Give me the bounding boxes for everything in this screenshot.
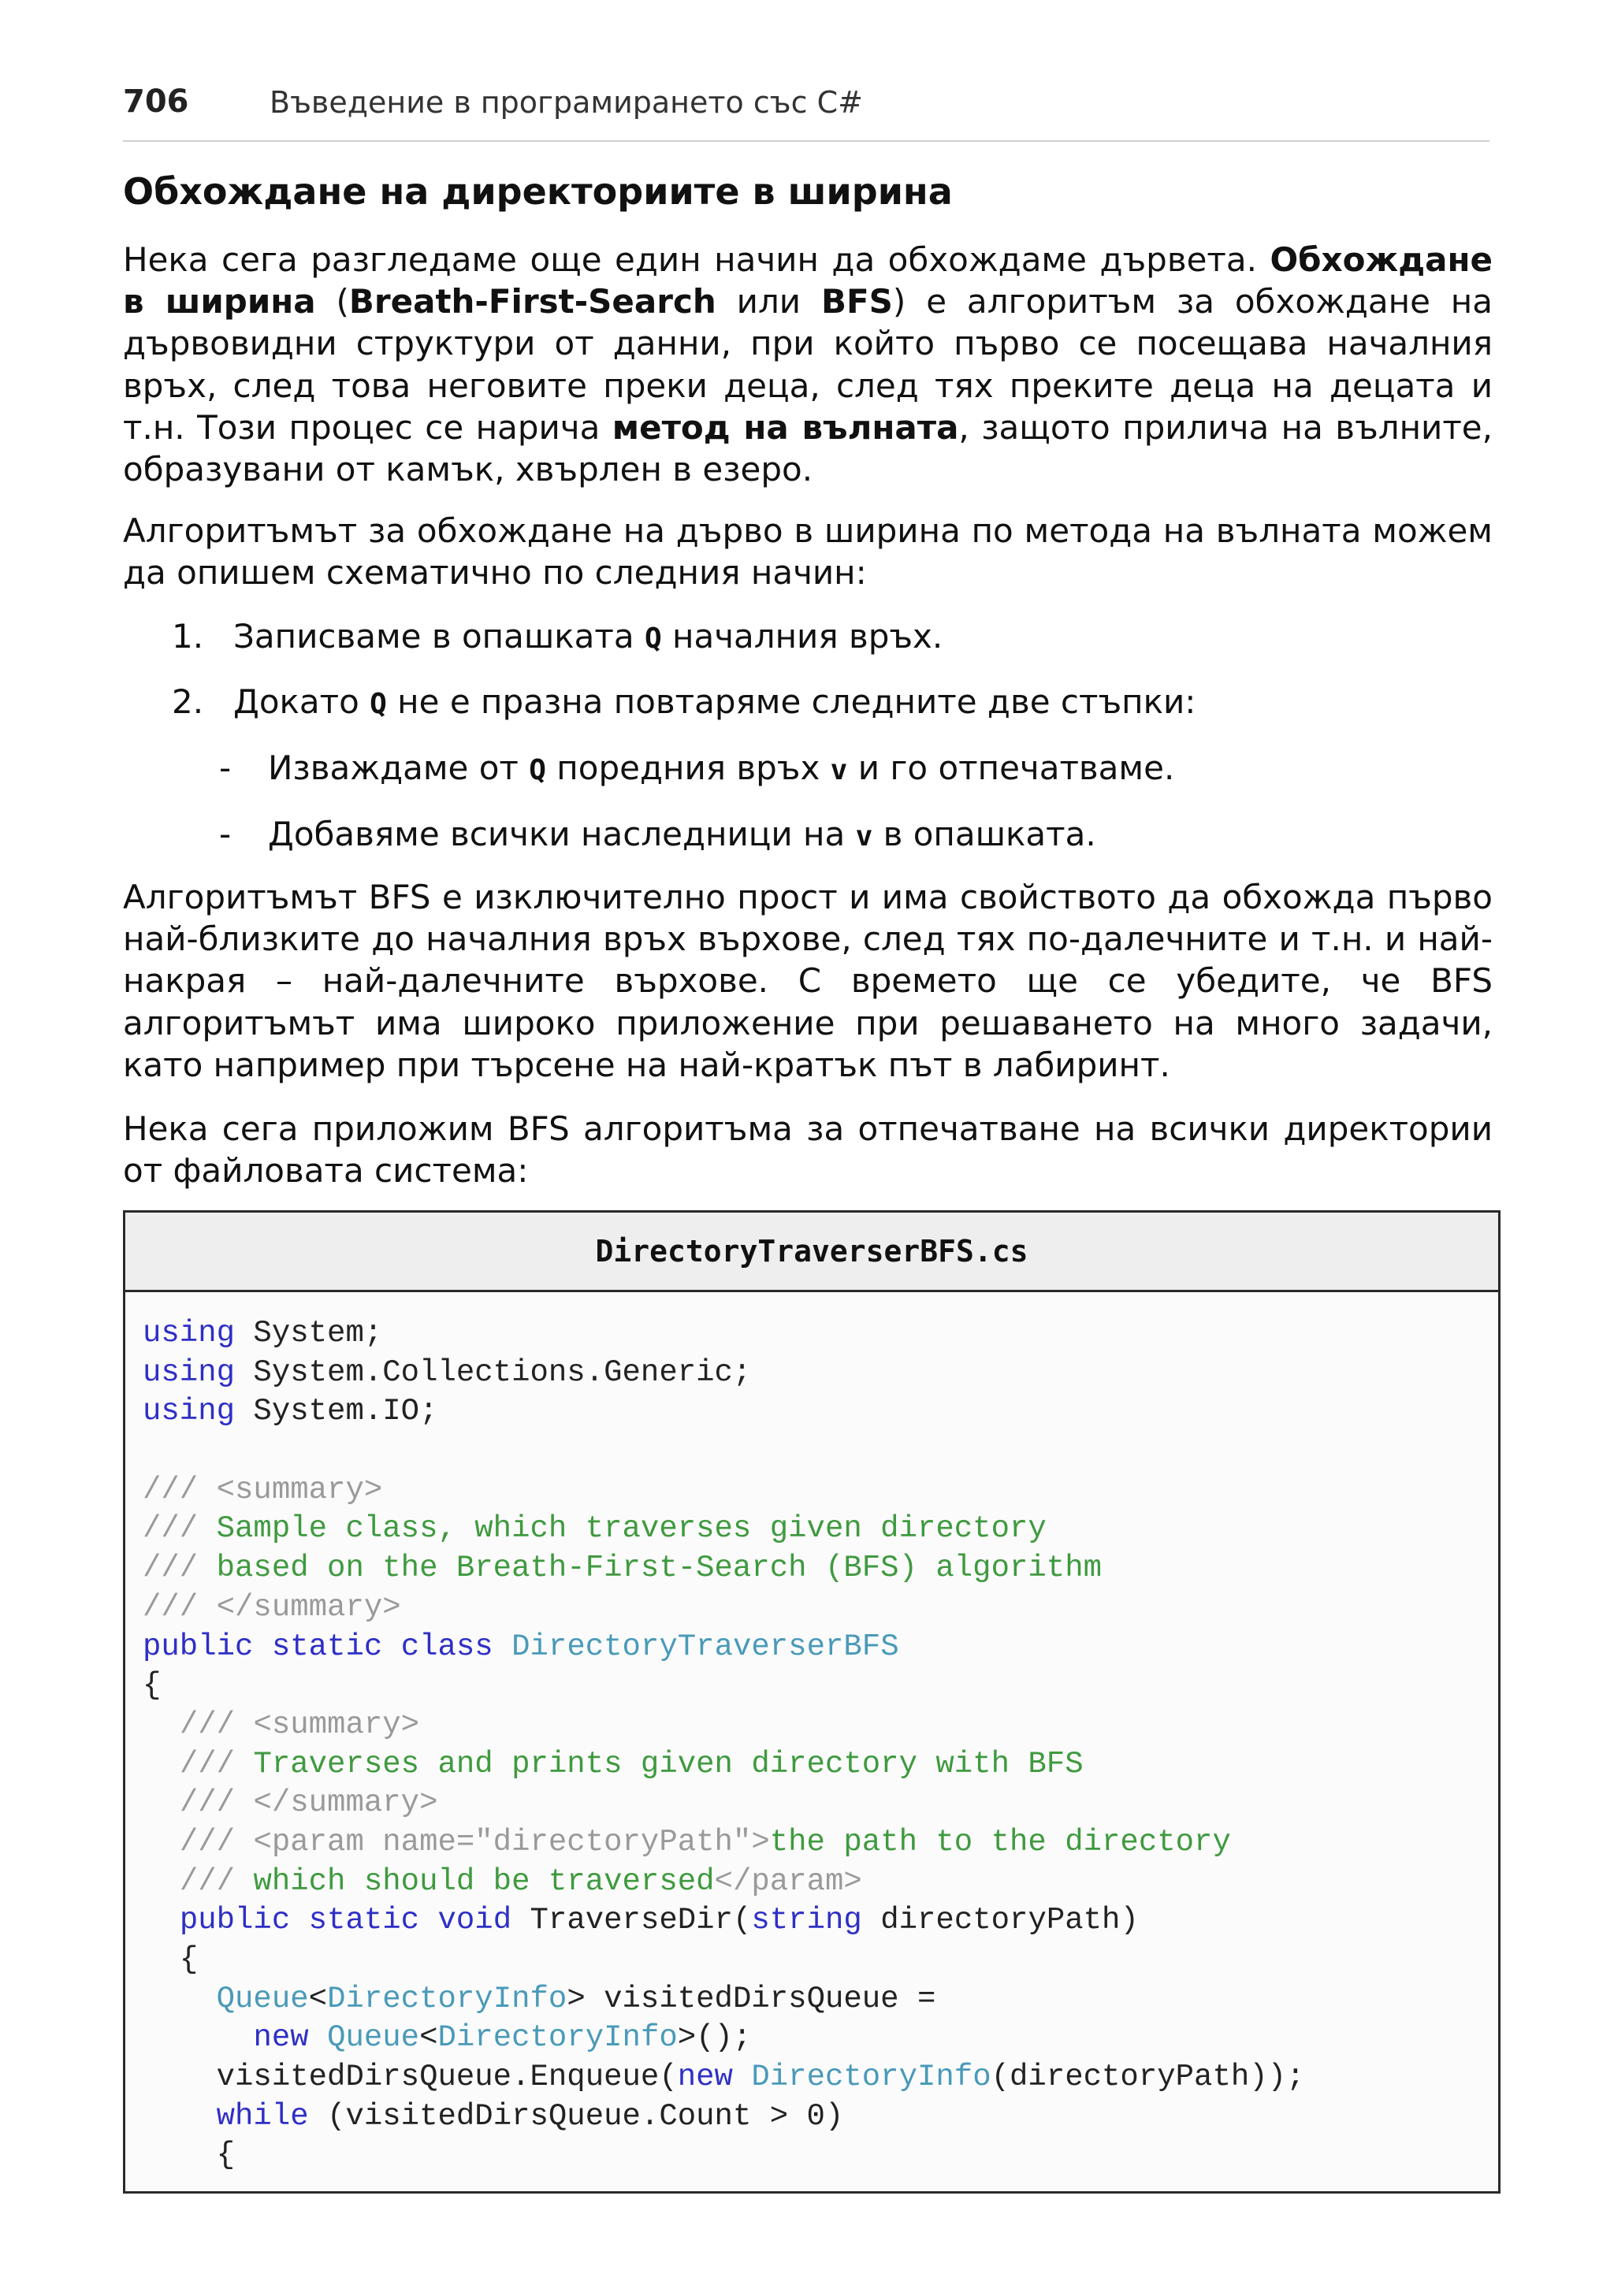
code-line [143, 1471, 1498, 1510]
code-text: { [216, 2138, 236, 2173]
list-marker: - [219, 815, 232, 853]
xml-doc-tag: <param name="directoryPath"> [253, 1824, 770, 1859]
code-text: TraverseDir( [511, 1903, 752, 1938]
code-line [143, 1354, 1498, 1393]
doc-comment-prefix: /// [179, 1785, 236, 1821]
code-text: visitedDirsQueue.Enqueue( [216, 2060, 678, 2095]
code-line [143, 1392, 1498, 1432]
code-line [143, 1863, 1498, 1902]
text-run: и го отпечатваме. [847, 749, 1175, 787]
text-run: в опашката. [872, 815, 1096, 853]
comment-text: Traverses and prints given directory with BFS [253, 1746, 1084, 1781]
comment-text: the path to the directory [769, 1824, 1231, 1859]
paragraph-bfs-application: Нека сега приложим BFS алгоритъма за отпечатване на всички директории от файловата система: [123, 1109, 1493, 1191]
code-text: System; [235, 1316, 383, 1350]
code-listing [123, 1210, 1501, 2194]
code-line: new Queue<DirectoryInfo>(); [253, 2020, 752, 2056]
book-title: Въведение в програмирането със C# [270, 85, 863, 120]
text-run: ) е алгоритъм за обхождане на дървовидни структури от данни, при който първо се посещава началния връх, след това неговите преки деца, след тях преките деца на децата и т.н. Този процес се нарича [123, 282, 1493, 447]
code-text: (visitedDirsQueue.Count > 0) [308, 2098, 844, 2134]
code-text: (directoryPath)); [991, 2060, 1305, 2095]
code-line [143, 1941, 1498, 1980]
doc-comment-prefix: /// [143, 1589, 199, 1625]
bold-term: метод на вълната [612, 407, 959, 447]
text-run: не е празна повтаряме следните две стъпки: [386, 682, 1196, 721]
code-line [143, 1901, 1498, 1941]
text-run: началния връх. [661, 617, 943, 656]
keyword: using [143, 1394, 236, 1429]
code-text: >(); [677, 2020, 752, 2056]
code-text: System.Collections.Generic; [235, 1354, 752, 1390]
code-line: Queue<DirectoryInfo> visitedDirsQueue = [216, 1981, 936, 2016]
comment-text: based on the Breath-First-Search (BFS) algorithm [216, 1551, 1103, 1586]
inline-code: Q [644, 622, 662, 655]
keyword: while [216, 2098, 309, 2134]
doc-comment-prefix: /// [143, 1551, 199, 1586]
code-line [143, 2058, 1498, 2097]
keyword: static [271, 1629, 383, 1664]
keyword: new [677, 2060, 733, 2095]
list-marker: 2. [172, 682, 204, 721]
paragraph-algorithm-description: Алгоритъмът за обхождане на дърво в ширина по метода на вълната можем да опишем схематично по следния начин: [123, 511, 1493, 593]
text-run: или [716, 282, 821, 321]
xml-doc-tag: <summary> [253, 1707, 420, 1742]
inline-code: v [830, 754, 848, 786]
text-run: ( [315, 282, 349, 321]
text-run: Записваме в опашката [233, 617, 645, 656]
keyword: using [143, 1316, 236, 1350]
list-item-step-1 [172, 615, 943, 659]
type-name: DirectoryTraverserBFS [511, 1629, 899, 1664]
bold-term: Обхождане в ширина [123, 240, 1493, 321]
keyword: void [437, 1903, 512, 1938]
section-heading: Обхождане на директориите в ширина [123, 170, 953, 213]
code-line [143, 1666, 1498, 1706]
code-line [143, 1549, 1498, 1588]
type-name: Queue [327, 2020, 420, 2056]
text-run: поредния връх [545, 749, 831, 787]
code-text: directoryPath) [861, 1903, 1139, 1938]
inline-code: v [855, 820, 873, 853]
text-run: Нека сега разгледаме още един начин да обхождаме дървета. [123, 240, 1270, 279]
code-filename: DirectoryTraverserBFS.cs [125, 1213, 1498, 1292]
xml-doc-tag: </param> [714, 1863, 862, 1899]
code-text: { [143, 1668, 162, 1703]
inline-code: Q [529, 754, 546, 786]
text-run: Добавяме всички наследници на [268, 815, 856, 853]
keyword: new [253, 2020, 309, 2056]
type-name: DirectoryInfo [437, 2020, 678, 2056]
list-marker: 1. [172, 617, 204, 656]
paragraph-bfs-properties: Алгоритъмът BFS е изключително прост и има свойството да обхожда първо най-близките до началния връх върхове, след тях по-далечните и т.н. и най-накрая – най-далечните върхове. С времето ще се убедите, че BFS алгоритъмът има широко приложение при решаването на много задачи, като например при търсене на най-кратък път в лабиринт. [123, 878, 1493, 1084]
code-text: visitedDirsQueue = [585, 1981, 936, 2016]
code-line-blank [143, 1432, 1498, 1471]
bold-term: Breath-First-Search [348, 282, 716, 321]
comment-text: which should be traversed [253, 1863, 715, 1899]
code-line [143, 1628, 1498, 1667]
code-line [143, 1706, 1498, 1745]
comment-text: Sample class, which traverses given directory [216, 1511, 1047, 1547]
doc-comment-prefix: /// [179, 1746, 236, 1781]
text-run: Докато [233, 682, 370, 721]
code-text: System.IO; [235, 1394, 438, 1429]
code-line [143, 1823, 1498, 1863]
keyword: static [308, 1903, 420, 1938]
text-run: , защото прилича на вълните, образувани от камък, хвърлен в езеро. [123, 407, 1493, 489]
keyword: class [400, 1629, 493, 1664]
page-number: 706 [123, 84, 189, 120]
paragraph-bfs-intro [123, 239, 1493, 490]
keyword: public [143, 1629, 254, 1664]
code-line [143, 2097, 1498, 2137]
doc-comment-prefix: /// [179, 1824, 236, 1859]
xml-doc-tag: </summary> [216, 1589, 401, 1625]
type-name: Queue [216, 1981, 309, 2016]
keyword: string [751, 1903, 862, 1938]
list-item-step-2 [172, 681, 1196, 725]
keyword: using [143, 1354, 236, 1390]
doc-comment-prefix: /// [143, 1511, 199, 1547]
type-name: DirectoryInfo [327, 1981, 567, 2016]
code-line [143, 1784, 1498, 1823]
text-run: Изваждаме от [268, 749, 530, 787]
doc-comment-prefix: /// [143, 1472, 199, 1507]
list-subitem-enqueue-children [219, 813, 1096, 857]
code-line [143, 1588, 1498, 1628]
inline-code: Q [370, 688, 387, 720]
running-header [123, 79, 1489, 142]
type-name: DirectoryInfo [751, 2060, 991, 2095]
code-text: { [179, 1942, 199, 1977]
xml-doc-tag: </summary> [253, 1785, 438, 1821]
keyword: public [179, 1903, 291, 1938]
bold-term: BFS [820, 282, 893, 321]
code-line [143, 1745, 1498, 1785]
doc-comment-prefix: /// [179, 1707, 236, 1742]
code-line [143, 1510, 1498, 1549]
code-line [143, 2136, 1498, 2175]
list-marker: - [219, 749, 232, 787]
code-body [125, 1292, 1498, 2175]
xml-doc-tag: <summary> [216, 1472, 383, 1507]
doc-comment-prefix: /// [179, 1863, 236, 1899]
list-subitem-dequeue [219, 747, 1174, 791]
code-line [143, 1314, 1498, 1354]
